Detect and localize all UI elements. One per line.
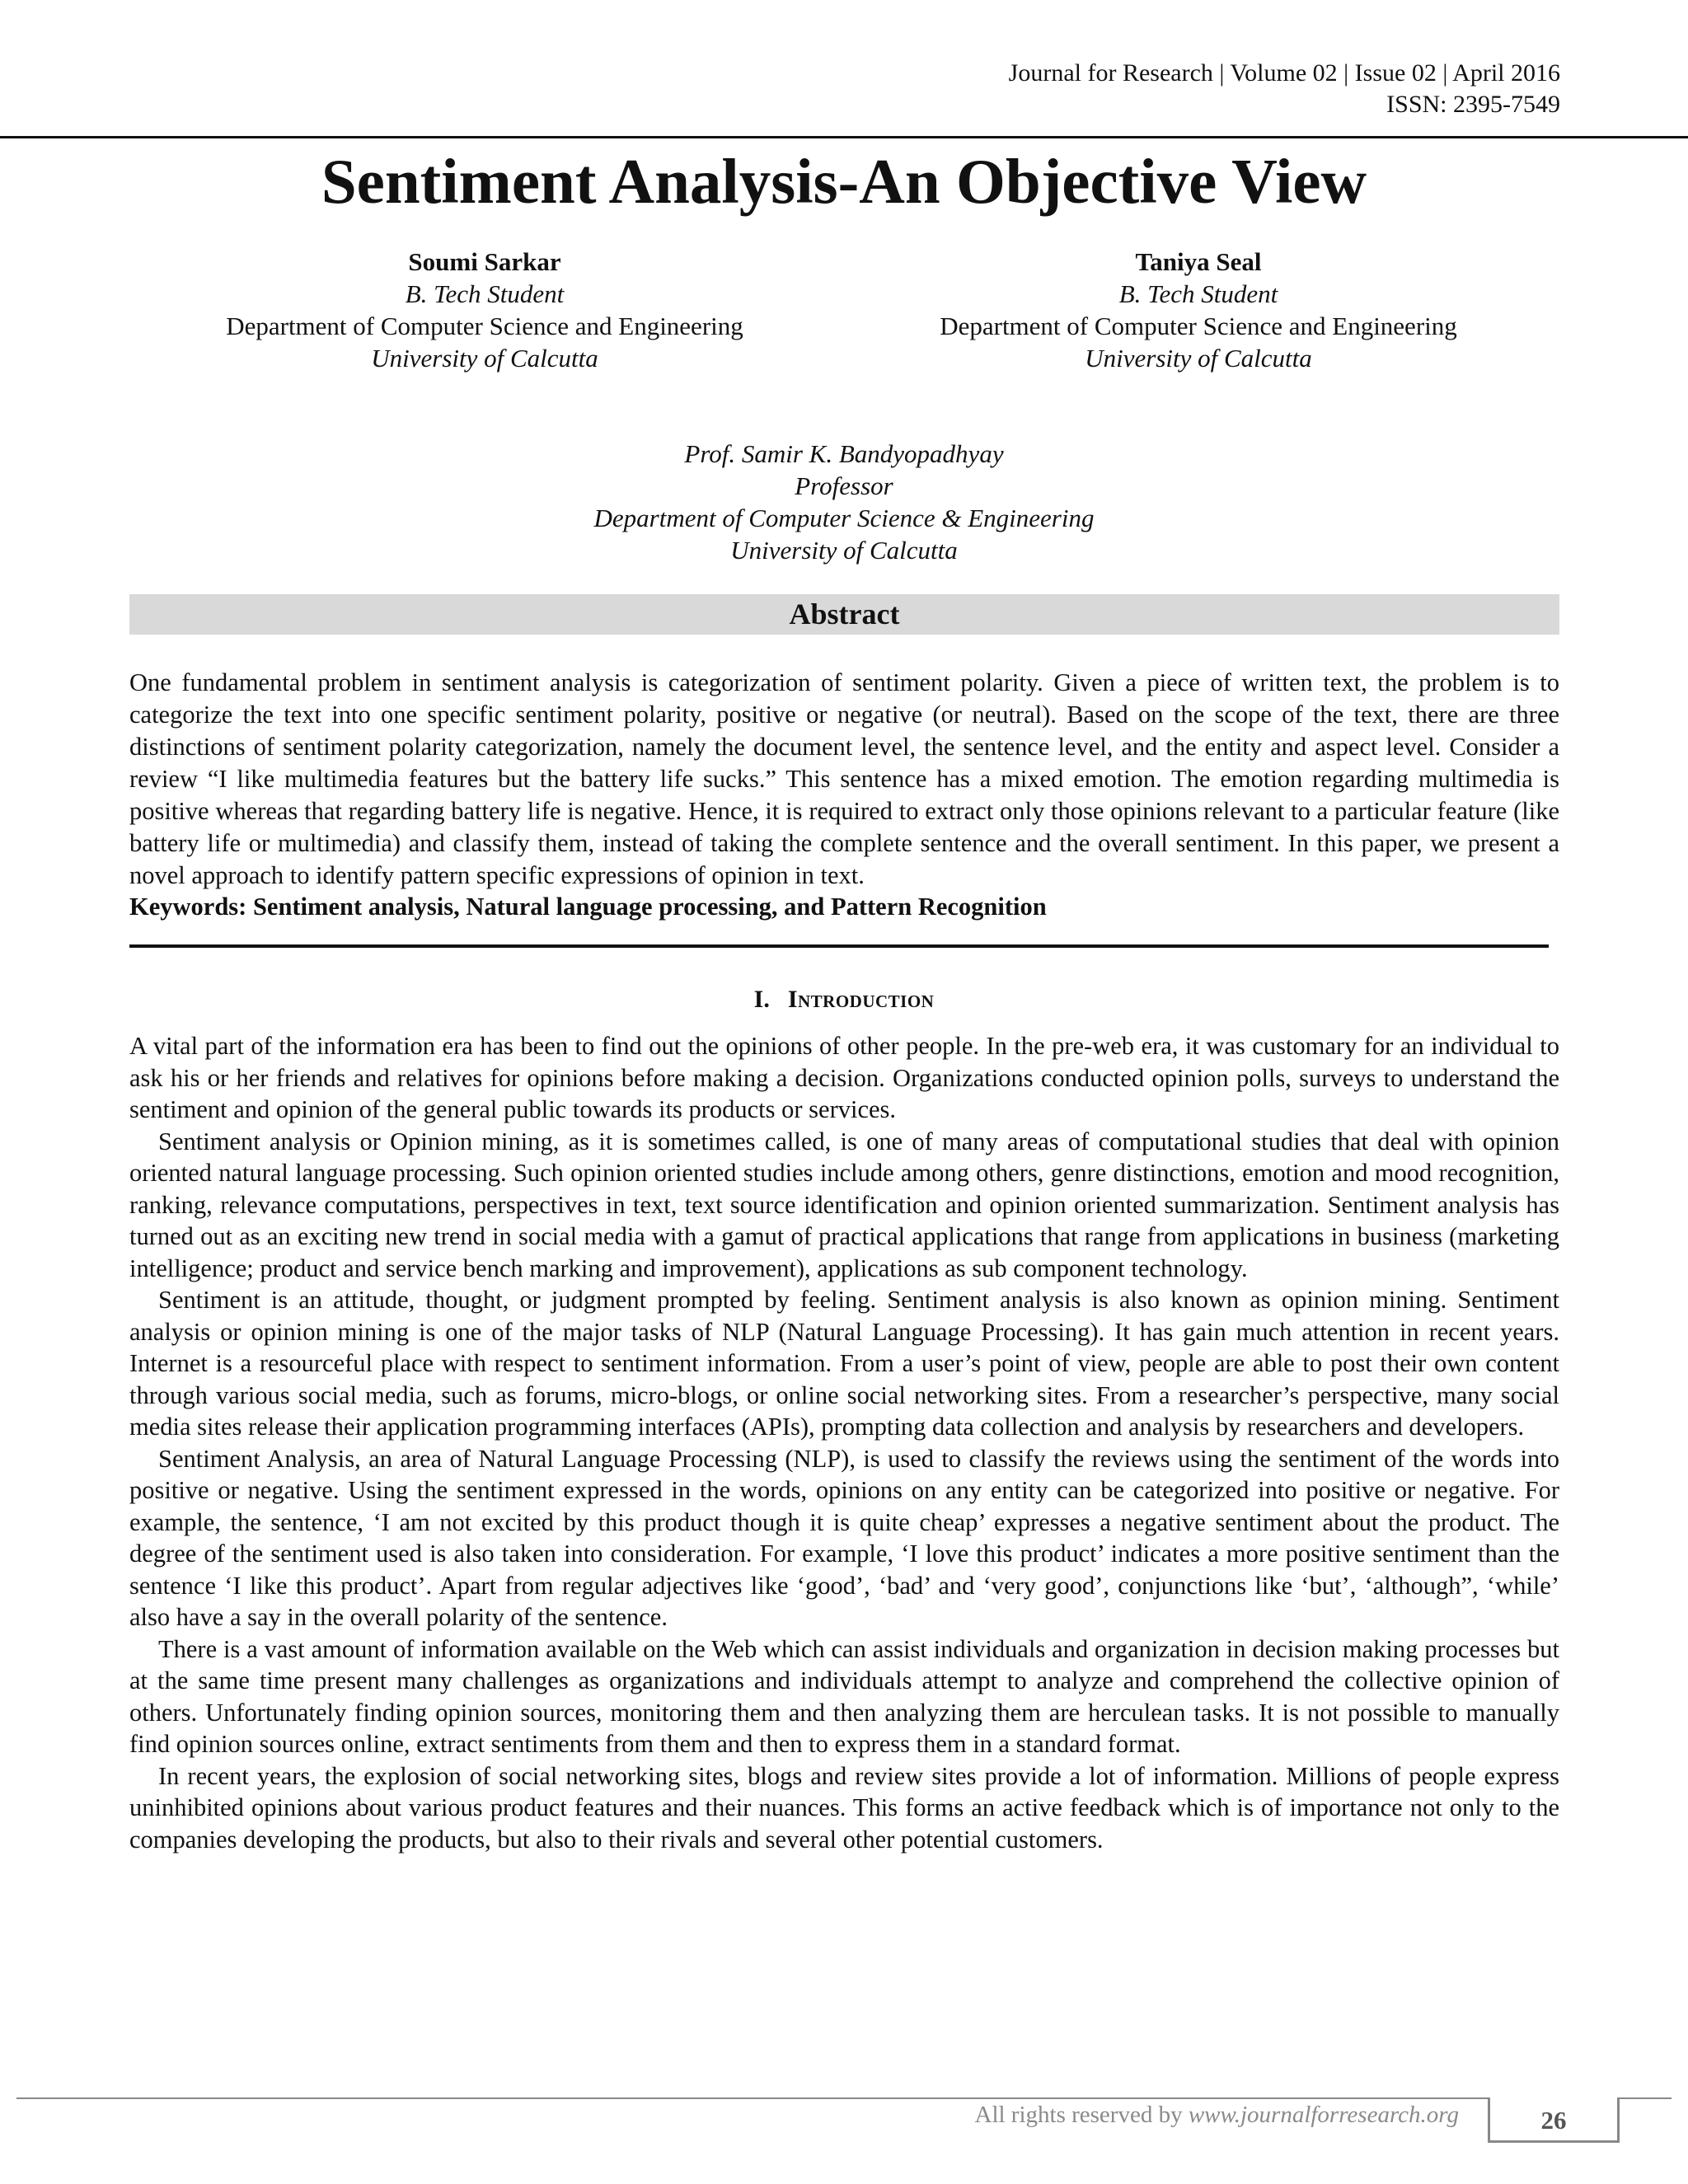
page-number: 26 [1488,2097,1620,2143]
header-divider [0,136,1688,138]
rights-text: All rights reserved by [974,2102,1183,2128]
paragraph: Sentiment Analysis, an area of Natural Language Processing (NLP), is used to classify the reviews using the sentiment of the words into positive or negative. Using the sentiment expressed in the words, opinions on any entity can be categorized into positive or negative. For example, the sentence, ‘I am not excited by this product though it is quite cheap’ expresses a negative sentiment about the product. The degree of the sentiment used is also taken into consideration. For example, ‘I love this product’ indicates a more positive sentiment than the sentence ‘I like this product’. Apart from regular adjectives like ‘good’, ‘bad’ and ‘very good’, conjunctions like ‘but’, ‘although”, ‘while’ also have a say in the overall polarity of the sentence. [129,1444,1559,1631]
paragraph: A vital part of the information era has been to find out the opinions of other people. In the pre-web era, it was customary for an individual to ask his or her friends and relatives for opinions before making a decision. Organizations conducted opinion polls, surveys to understand the sentiment and opinion of the general public towards its products or services. [129,1032,1559,1123]
author-role: B. Tech Student [405,279,565,308]
paper-title: Sentiment Analysis-An Objective View [321,146,1367,217]
author-department: Department of Computer Science & Engineering [593,504,1095,532]
author-department: Department of Computer Science and Engineering [226,312,743,340]
issn-line: ISSN: 2395-7549 [1386,91,1560,118]
author-name: Prof. Samir K. Bandyopadhyay [684,439,1004,468]
author-block-1 [155,246,814,374]
paragraph: In recent years, the explosion of social networking sites, blogs and review sites provide a lot of information. Millions of people express uninhibited opinions about various product features and their nuances. This forms an active feedback which is of importance not only to the companies developing the products, but also to their rivals and several other potential customers. [129,1761,1559,1854]
author-block-2 [869,246,1528,374]
abstract-text: One fundamental problem in sentiment analysis is categorization of sentiment polarity. Given a piece of written text, the problem is to categorize the text into one specific sentiment polarity, positive or negative (or neutral). Based on the scope of the text, there are three distinctions of sentiment polarity categorization, namely the document level, the sentence level, and the entity and aspect level. Consider a review “I like multimedia features but the battery life sucks.” This sentence has a mixed emotion. The emotion regarding multimedia is positive whereas that regarding battery life is negative. Hence, it is required to extract only those opinions relevant to a particular feature (like battery life or multimedia) and classify them, instead of taking the complete sentence and the overall sentiment. In this paper, we present a novel approach to identify pattern specific expressions of opinion in text. [129,668,1559,889]
footer-rights [975,2099,1460,2130]
journal-header [1009,58,1560,120]
section-heading [0,984,1688,1015]
author-block-3 [0,438,1688,566]
author-name: Soumi Sarkar [408,247,561,276]
introduction-body [129,1030,1559,1855]
paragraph: There is a vast amount of information available on the Web which can assist individuals and organization in decision making processes but at the same time present many challenges as organizations and individuals attempt to analyze and comprehend the collective opinion of others. Unfortunately finding opinion sources, monitoring them and then analyzing them are herculean tasks. It is not possible to manually find opinion sources online, extract sentiments from them and then to express them in a standard format. [129,1634,1559,1758]
author-university: University of Calcutta [1085,344,1312,373]
journal-issue-line: Journal for Research | Volume 02 | Issue 02 | April 2016 [1008,59,1560,87]
author-department: Department of Computer Science and Engineering [940,312,1457,340]
section-divider [129,944,1549,948]
abstract-heading: Abstract [129,594,1559,635]
paragraph: Sentiment analysis or Opinion mining, as it is sometimes called, is one of many areas of computational studies that deal with opinion oriented natural language processing. Such opinion oriented studies include among others, genre distinctions, emotion and mood recognition, ranking, relevance computations, perspectives in text, text source identification and opinion oriented summarization. Sentiment analysis has turned out as an exciting new trend in social media with a gamut of practical applications that range from applications in business (marketing intelligence; product and service bench marking and improvement), applications as sub component technology. [129,1127,1559,1282]
footer-divider-right [1620,2097,1672,2099]
section-title: Introduction [787,986,935,1013]
keywords: Keywords: Sentiment analysis, Natural language processing, and Pattern Recognition [129,893,1047,921]
section-number: I. [753,986,770,1013]
author-university: University of Calcutta [730,536,958,565]
journal-url-link[interactable]: www.journalforresearch.org [1188,2102,1459,2128]
author-university: University of Calcutta [371,344,598,373]
author-name: Taniya Seal [1135,247,1262,276]
paragraph: Sentiment is an attitude, thought, or judgment prompted by feeling. Sentiment analysis is also known as opinion mining. Sentiment analysis or opinion mining is one of the major tasks of NLP (Natural Language Processing). It has gain much attention in recent years. Internet is a resourceful place with respect to sentiment information. From a user’s point of view, people are able to post their own content through various social media, such as forums, micro-blogs, or online social networking sites. From a researcher’s perspective, many social media sites release their application programming interfaces (APIs), prompting data collection and analysis by researchers and developers. [129,1286,1559,1441]
author-role: Professor [795,471,893,500]
author-role: B. Tech Student [1118,279,1278,308]
